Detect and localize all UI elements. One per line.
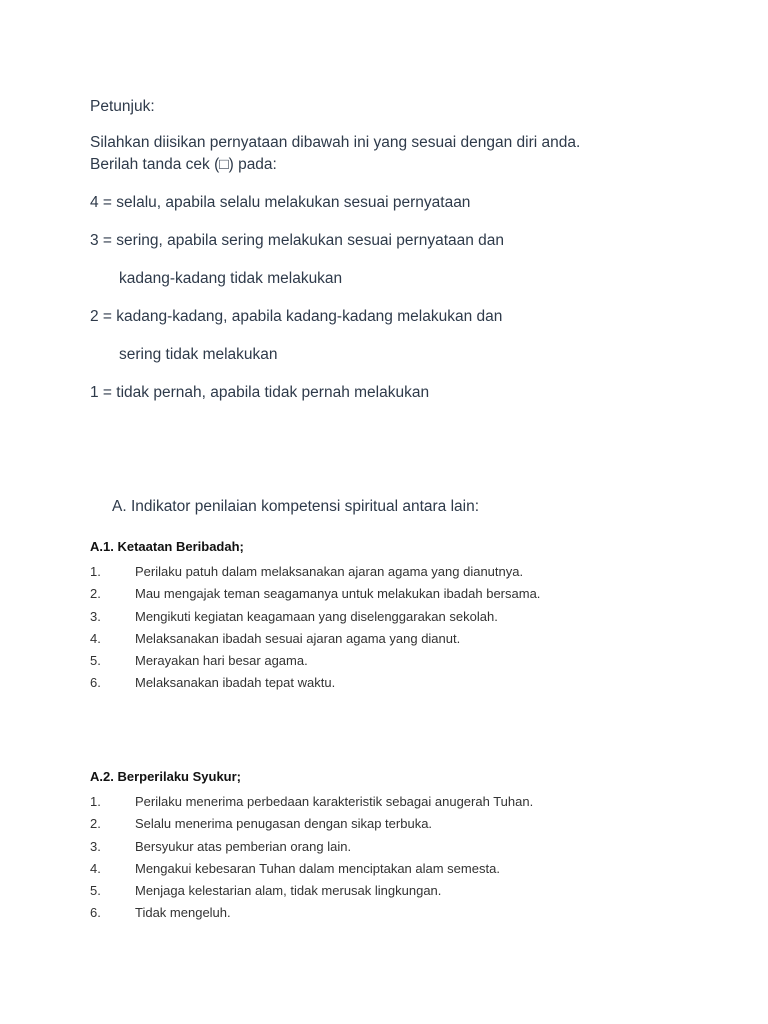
item-text: Mau mengajak teman seagamanya untuk melakukan ibadah bersama. bbox=[135, 586, 541, 602]
scale-line: 3 = sering, apabila sering melakukan sesuai pernyataan dan bbox=[90, 232, 505, 249]
item-text: Melaksanakan ibadah tepat waktu. bbox=[135, 675, 336, 691]
instructions-heading: Petunjuk: bbox=[90, 98, 155, 115]
list-item bbox=[90, 813, 710, 835]
list-item bbox=[90, 880, 710, 902]
list-item bbox=[90, 672, 710, 694]
scale-line-continuation: sering tidak melakukan bbox=[119, 346, 278, 363]
instructions-text bbox=[90, 132, 730, 176]
subsection-title: A.1. Ketaatan Beribadah; bbox=[90, 539, 244, 554]
scale-item-1 bbox=[90, 382, 730, 404]
subsection-berperilaku-syukur bbox=[90, 769, 710, 925]
item-number: 3. bbox=[90, 838, 101, 854]
item-number: 4. bbox=[90, 630, 101, 646]
list-item bbox=[90, 902, 710, 924]
item-text: Selalu menerima penugasan dengan sikap terbuka. bbox=[135, 816, 433, 832]
list-item bbox=[90, 583, 710, 605]
item-text: Perilaku menerima perbedaan karakteristik sebagai anugerah Tuhan. bbox=[135, 794, 534, 809]
instruction-line: Silahkan diisikan pernyataan dibawah ini yang sesuai dengan diri anda. bbox=[90, 134, 581, 151]
item-number: 3. bbox=[90, 608, 101, 624]
item-text: Mengikuti kegiatan keagamaan yang diselenggarakan sekolah. bbox=[135, 608, 498, 624]
list-item bbox=[90, 628, 710, 650]
list-item bbox=[90, 606, 710, 628]
item-text: Merayakan hari besar agama. bbox=[135, 653, 308, 669]
item-number: 5. bbox=[90, 653, 101, 669]
item-text: Melaksanakan ibadah sesuai ajaran agama yang dianut. bbox=[135, 630, 461, 646]
indicator-list bbox=[90, 561, 710, 695]
subsection-title: A.2. Berperilaku Syukur; bbox=[90, 769, 241, 784]
list-item bbox=[90, 791, 710, 813]
instructions-block bbox=[90, 96, 730, 404]
scale-line-continuation: kadang-kadang tidak melakukan bbox=[119, 270, 343, 287]
item-number: 6. bbox=[90, 675, 101, 691]
item-text: Perilaku patuh dalam melaksanakan ajaran agama yang dianutnya. bbox=[135, 564, 524, 579]
section-title: A. Indikator penilaian kompetensi spiritual antara lain: bbox=[112, 498, 480, 515]
indicator-list bbox=[90, 791, 710, 925]
scale-item-3 bbox=[90, 230, 730, 290]
item-number: 6. bbox=[90, 905, 101, 921]
list-item bbox=[90, 650, 710, 672]
item-number: 2. bbox=[90, 586, 101, 602]
item-number: 1. bbox=[90, 794, 101, 809]
list-item bbox=[90, 858, 710, 880]
scale-item-2 bbox=[90, 306, 730, 366]
scale-line: 1 = tidak pernah, apabila tidak pernah melakukan bbox=[90, 384, 430, 401]
list-item bbox=[90, 836, 710, 858]
scale-line: 2 = kadang-kadang, apabila kadang-kadang melakukan dan bbox=[90, 308, 503, 325]
item-number: 2. bbox=[90, 816, 101, 832]
item-text: Tidak mengeluh. bbox=[135, 905, 231, 921]
item-text: Mengakui kebesaran Tuhan dalam menciptakan alam semesta. bbox=[135, 860, 500, 876]
subsection-ketaatan-beribadah bbox=[90, 539, 710, 695]
item-text: Bersyukur atas pemberian orang lain. bbox=[135, 838, 352, 854]
scale-item-4 bbox=[90, 192, 730, 214]
item-text: Menjaga kelestarian alam, tidak merusak lingkungan. bbox=[135, 883, 442, 899]
item-number: 1. bbox=[90, 564, 101, 579]
list-item bbox=[90, 561, 710, 583]
instruction-line: Berilah tanda cek (□) pada: bbox=[90, 156, 277, 173]
item-number: 5. bbox=[90, 883, 101, 899]
scale-line: 4 = selalu, apabila selalu melakukan sesuai pernyataan bbox=[90, 194, 471, 211]
item-number: 4. bbox=[90, 860, 101, 876]
